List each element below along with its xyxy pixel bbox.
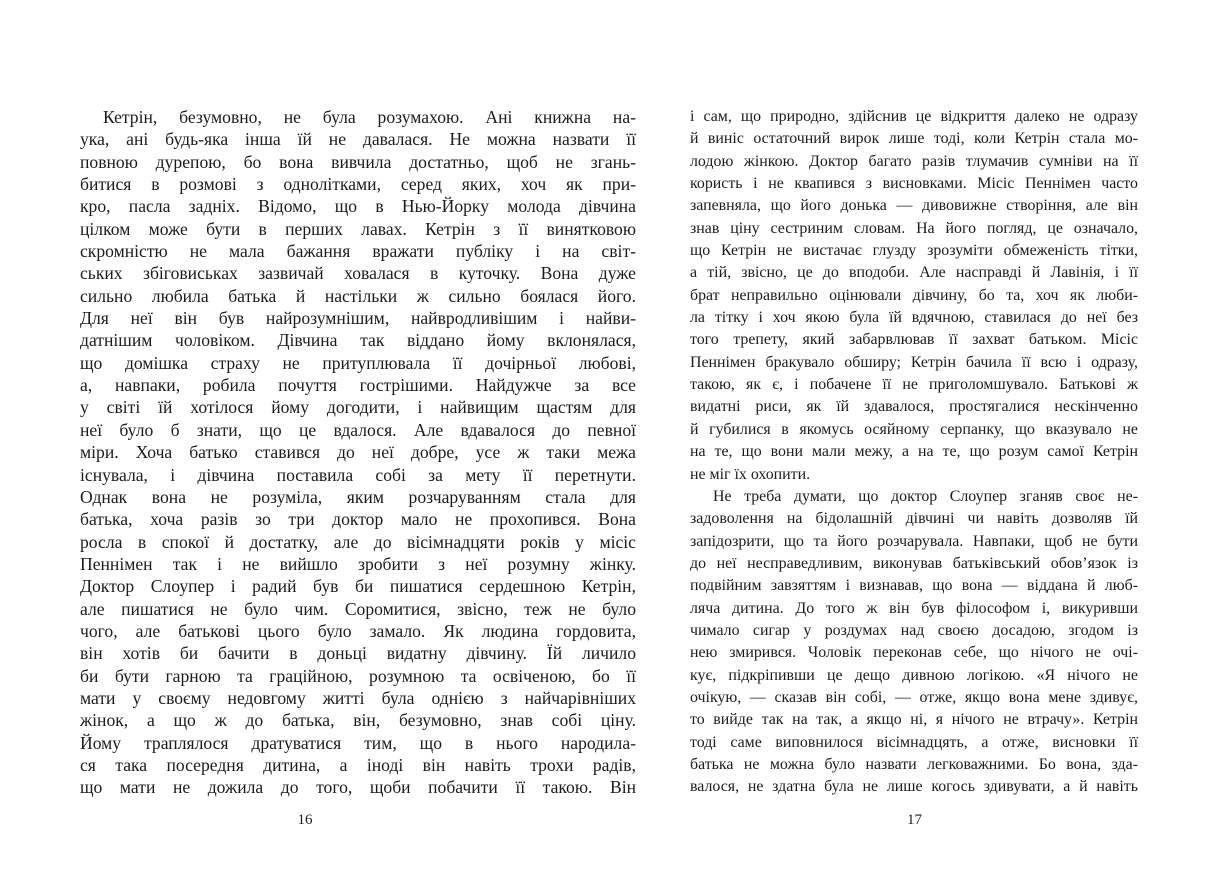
- text-line: а тій, звісно, це до вподоби. Але насправді й Лавінія, і її: [690, 264, 1138, 282]
- text-line: валося, не здатна була не лише когось здивувати, а й навіть: [690, 778, 1138, 796]
- text-line: битися в розмові з однолітками, серед яких, хоч як при-: [80, 174, 636, 195]
- text-line: того трепету, який забарвлював її захват батьком. Місіс: [690, 331, 1138, 349]
- text-line: Для неї він був найрозумнішим, найвродливішим і найви-: [80, 308, 636, 329]
- text-line: росла в спокої й достатку, але до вісімнадцяти років у місіс: [80, 531, 636, 552]
- text-line: ла тітку і хоч якою була їй вдячною, ставилася до неї без: [690, 309, 1138, 327]
- text-line: ся така посередня дитина, а іноді він навіть трохи радів,: [80, 754, 636, 775]
- text-line: Пеннімен так і не вийшло зробити з неї розумну жінку.: [80, 553, 636, 574]
- text-line: датнішим чоловіком. Дівчина так віддано йому вклонялася,: [80, 330, 636, 351]
- text-line: ука, ані будь-яка інша їй не давалася. Не можна назвати її: [80, 129, 636, 150]
- text-line: існувала, і дівчина поставила собі за мету її перетнути.: [80, 464, 636, 485]
- text-line: кро, пасла задніх. Відомо, що в Нью-Йорку молода дівчина: [80, 196, 636, 217]
- text-line: до неї несправедливим, виконував батьківський обов’язок із: [690, 554, 1138, 572]
- text-line: запевняла, що його донька — дивовижне створіння, але він: [690, 197, 1138, 215]
- page-number-right: 17: [907, 812, 922, 828]
- text-line: користь і не квапився з висновками. Місіс Пеннімен часто: [690, 175, 1138, 193]
- text-line: неї було б знати, що це вдалося. Але вдавалося до певної: [80, 419, 636, 440]
- text-line: нею змирився. Чоловік переконав себе, що нічого не очі-: [690, 644, 1138, 662]
- text-line: і сам, що природно, здійснив це відкриття далеко не одразу: [690, 108, 1138, 125]
- text-line: Кетрін, безумовно, не була розумахою. Ані книжна на-: [103, 107, 636, 127]
- text-line: такою, як є, і побачене її не приголомшувало. Батькові ж: [690, 376, 1138, 394]
- text-line: кує, підкріпивши це дещо дивною логікою. «Я нічого не: [690, 666, 1138, 684]
- text-line: мати у своєму недовгому житті була однією з найчарівніших: [80, 687, 636, 708]
- text-line: не міг їх охопити.: [690, 465, 811, 483]
- text-line: скромністю не мала бажання вражати публіку і на світ-: [80, 241, 636, 262]
- text-line: брат неправильно оцінювали дівчину, бо та, хоч як люби-: [690, 286, 1138, 304]
- text-line: батька не можна було назвати легковажними. Бо вона, зда-: [690, 755, 1138, 773]
- text-line: але пишатися не було чим. Соромитися, звісно, теж не було: [80, 598, 636, 619]
- text-line: ляча дитина. До того ж він був філософом і, викуривши: [690, 599, 1138, 617]
- text-line: жінок, а що ж до батька, він, безумовно, знав собі ціну.: [80, 710, 636, 731]
- text-line: чого, але батькові цього було замало. Як людина гордовита,: [80, 620, 636, 641]
- text-line: знав ціну сестриним словам. На його погляд, це означало,: [690, 219, 1138, 237]
- book-page-left-text: [80, 106, 636, 799]
- text-line: подвійним завзяттям і визнавав, що вона — віддана й люб-: [690, 577, 1138, 595]
- text-line: він хотів би бачити в доньці видатну дівчину. Їй личило: [80, 643, 636, 664]
- text-line: запідозрити, що та його розчарувала. Навпаки, щоб не бути: [690, 532, 1138, 550]
- text-line: що мати не дожила до того, щоби побачити її такою. Він: [80, 777, 636, 798]
- text-line: а, навпаки, робила почуття гострішими. Найдужче за все: [80, 375, 636, 396]
- text-line: видатні риси, як їй здавалося, простягалися нескінченно: [690, 398, 1138, 416]
- book-page-right-text: [690, 106, 1138, 799]
- text-line: й виніс остаточний вирок лише тоді, коли Кетрін стала мо-: [690, 130, 1138, 148]
- text-line: Доктор Слоупер і радий був би пишатися сердешною Кетрін,: [80, 576, 636, 597]
- text-line: сильно любила батька й настільки ж сильно боялася його.: [80, 285, 636, 306]
- text-line: й губилися в якомусь осяйному серпанку, що вказувало не: [690, 420, 1138, 438]
- text-line: ських збіговиськах зазвичай ховалася в куточку. Вона дуже: [80, 263, 636, 284]
- text-line: очікую, — сказав він собі, — отже, якщо вона мене здивує,: [690, 688, 1138, 706]
- text-line: Пеннімен бракувало обширу; Кетрін бачила її всю і одразу,: [690, 353, 1138, 371]
- text-line: міри. Хоча батько ставився до неї добре, усе ж таки межа: [80, 442, 636, 463]
- text-line: би бути гарною та граційною, розумною та освіченою, бо її: [80, 665, 636, 686]
- text-line: задоволення на бідолашній дівчині чи навіть дозволяв їй: [690, 510, 1138, 528]
- text-line: чимало сигар у роздумах над своєю досадою, згодом із: [690, 621, 1138, 639]
- text-line: лодою жінкою. Доктор багато разів тлумачив сумніви на її: [690, 152, 1138, 170]
- text-line: батька, хоча разів зо три доктор мало не прохопився. Вона: [80, 509, 636, 530]
- text-line: що Кетрін не вистачає глузду зрозуміти обмеженість тітки,: [690, 242, 1138, 260]
- text-line: повною дурепою, бо вона вивчила достатньо, щоб не згань-: [80, 151, 636, 172]
- page-number-left: 16: [297, 812, 313, 828]
- text-line: у світі їй хотілося йому догодити, і найвищим щастям для: [80, 397, 636, 418]
- text-line: Не треба думати, що доктор Слоупер зганяв своє не-: [713, 487, 1138, 505]
- text-line: Йому траплялося дратуватися тим, що в нього народила-: [80, 732, 636, 753]
- text-line: цілком може бути в перших лавах. Кетрін з її винятковою: [80, 218, 636, 239]
- text-line: Однак вона не розуміла, яким розчаруванням стала для: [80, 486, 636, 507]
- text-line: на те, що вони мали межу, а на те, що розум самої Кетрін: [690, 443, 1138, 461]
- text-line: що домішка страху не притуплювала її дочірньої любові,: [80, 352, 636, 373]
- text-line: то вийде так на так, а якщо ні, я нічого не втрачу». Кетрін: [690, 711, 1138, 729]
- text-line: тоді саме виповнилося вісімнадцять, а отже, висновки її: [690, 733, 1138, 751]
